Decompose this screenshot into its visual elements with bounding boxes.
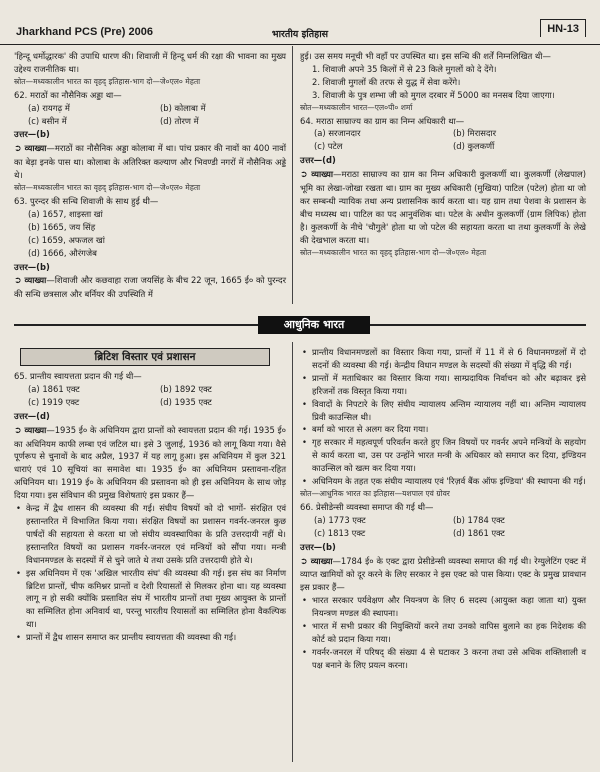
option: (a) 1861 एक्ट: [28, 383, 80, 394]
option: (c) 1659, अफजल खां: [28, 234, 105, 245]
options-64: [300, 127, 586, 153]
column-divider-bottom: [292, 342, 293, 762]
answer-66: उत्तर—(b): [300, 541, 336, 552]
explanation-62: [14, 142, 286, 182]
option: (b) 1892 एक्ट: [160, 383, 212, 394]
treaty-term: 1. शिवाजी अपने 35 किलों में से 23 किले मुगलों को दे देंगे।: [312, 63, 497, 74]
explanation-label: व्याख्या: [24, 143, 47, 154]
banner-rule-right: [370, 324, 586, 326]
explanation-63: [14, 274, 286, 301]
option: (c) पटेल: [314, 141, 343, 152]
bullet-item: • विवादों के निपटारे के लिए संघीय न्यायालय अन्तिम न्यायालय नहीं था। अन्तिम न्यायालय प्रिवी काउन्सिल थी।: [300, 398, 586, 424]
treaty-term: 3. शिवाजी के पुत्र शम्भा जी को मुगल दरबार में 5000 का मनसब दिया जाएगा।: [312, 89, 555, 100]
explanation-label: व्याख्या: [24, 275, 47, 286]
explanation-label: व्याख्या: [24, 424, 47, 435]
arrow-icon: ➲: [14, 425, 25, 436]
options-66: [300, 514, 586, 540]
explanation-text: —1784 ई० के एक्ट द्वारा प्रेसीडेन्सी व्यवस्था समाप्त की गई थी। रेग्युलेटिंग एक्ट में व्याप्त खामियों को दूर करने के लिए सरकार ने इस एक्ट को पास किया। एक्ट के प्रमुख प्रावधान इस प्रकार हैं—: [300, 555, 586, 593]
page-header: [0, 0, 600, 45]
paragraph: 'हिन्दू धर्मोद्धारक' की उपाधि धारण की। शिवाजी में हिन्दू धर्म की रक्षा की भावना का मुख्य उद्देश्य राजनीतिक था।: [14, 51, 286, 74]
page-number: HN-13: [540, 19, 586, 37]
explanation-text: —1935 ई० के अधिनियम द्वारा प्रान्तों को स्वायत्तता प्रदान की गई। 1935 ई० का अधिनियम काफी लम्बा एवं जटिल था। इसे 3 जुलाई, 1936 को लागू किया गया। वैसे पूर्णरूप से चुनावों के बाद अप्रैल, 1937 में यह लागू हुआ। इस अधिनियम में कुल 321 धाराएं एवं 10 सूचियां का समावेश था। 1935 ई० का अधिनियम प्रस्तावना-रहित अधिनियम था। 1919 ई० के अधिनियम की प्रस्तावना को ही इस अधिनियम के साथ जोड़ दिया गया। इस संविधान की प्रमुख विशेषताएं इस प्रकार हैं—: [14, 424, 287, 501]
option: (d) 1935 एक्ट: [160, 396, 212, 407]
source-note: स्रोत—मध्यकालीन भारत—एल०पी० शर्मा: [300, 102, 413, 112]
right-column-bottom: [300, 346, 586, 672]
bullet-item: • अधिनियम के तहत एक संघीय न्यायालय एवं 'रिज़र्व बैंक ऑफ इण्डिया' की स्थापना की गई।: [300, 475, 586, 488]
bullet-item: • प्रान्तों में मताधिकार का विस्तार किया गया। साम्प्रदायिक निर्वाचन को और बढ़ाकर इसे हरिजनों तक विस्तृत किया गया।: [300, 372, 586, 398]
explanation-text: —मराठा साम्राज्य का ग्राम का निम्न अधिकारी कुलकर्णी था। कुलकर्णी (लेखपाल) भूमि का लेखा-जोखा रखता था। ग्राम का मुख्य अधिकारी (मुखिया) पाटिल (पटेल) होता था जो कर सम्बन्धी न्यायिक तथा अन्य प्रशासनिक कार्य करता था। यह ग्राम तथा पेशवा के प्रशासन के बीच मध्यस्थ था। पाटिल का पद आनुवंशिक था। पटेल के अधीन कुलकर्णी (ग्राम लिपिक) होता है। कुलकर्णी के नीचे 'चौगुले' होता था जो पटेल की सहायता करता था तथा कुलकर्णी के लेखे की देखभाल करता था।: [300, 169, 586, 245]
option: (b) कोलाबा में: [160, 102, 206, 113]
subject-title: भारतीय इतिहास: [271, 29, 329, 40]
explanation-text: —मराठों का नौसैनिक अड्डा कोलाबा में था। पांच प्रकार की नावों का 400 नावों का बेड़ा इनके पास था। कोलाबा के अतिरिक्त कल्याण और भिवण्डी नगरों में नौसैनिक अड्डे थे।: [14, 143, 286, 181]
right-column-top: [300, 50, 586, 260]
book-title: Jharkhand PCS (Pre) 2006: [16, 26, 153, 38]
treaty-term: 2. शिवाजी मुगलों की तरफ से युद्ध में सेवा करेंगे।: [312, 76, 461, 87]
option: (b) 1665, जय सिंह: [28, 221, 96, 232]
bullet-item: • प्रान्तों में द्वैध शासन समाप्त कर प्रान्तीय स्वायत्तता की व्यवस्था की गई।: [14, 631, 286, 644]
explanation-65: [14, 424, 286, 502]
arrow-icon: ➲: [14, 144, 25, 155]
arrow-icon: ➲: [300, 170, 312, 181]
source-note: स्रोत—आधुनिक भारत का इतिहास—यशपाल एवं ग्रोवर: [300, 488, 450, 498]
option: (a) रायगढ़ में: [28, 102, 70, 113]
question-62: 62. मराठों का नौसैनिक अड्डा था—: [14, 89, 122, 100]
option: (d) तोरण में: [160, 115, 199, 126]
chapter-banner: आधुनिक भारत: [258, 316, 370, 334]
bullet-item: • केन्द्र में द्वैध शासन की व्यवस्था की गई। संघीय विषयों को दो भागों- संरक्षित एवं हस्तान्तरित में विभाजित किया गया। संरक्षित विषयों का प्रशासन गवर्नर-जनरल कुछ पार्षदों की सहायता से करता था जो संघीय व्यवस्थापिका के प्रति उत्तरदायी नहीं थे। हस्तान्तरित विषयों का प्रशासन गवर्नर-जनरल एवं मन्त्रियों को सौंपा गया। मन्त्री विधानमण्डल के सदस्यों में से चुने जाते थे तथा उसके प्रति उत्तरदायी होते थे।: [14, 502, 286, 567]
option: (a) 1773 एक्ट: [314, 514, 366, 525]
bullet-item: • भारत में सभी प्रकार की नियुक्तियों करने तथा उनको वापिस बुलाने का हक निदेशक की कोर्ट को प्रदान किया गया।: [300, 620, 586, 646]
arrow-icon: ➲: [14, 276, 25, 287]
option: (c) बसीन में: [28, 115, 67, 126]
source-note: स्रोत—मध्यकालीन भारत का वृहद् इतिहास-भाग दो—जे०एल० मेहता: [14, 76, 201, 86]
section-title: ब्रिटिश विस्तार एवं प्रशासन: [20, 348, 270, 366]
column-divider-top: [292, 46, 293, 304]
paragraph: हुई। उस समय मनूची भी वहाँ पर उपस्थित था। इस सन्धि की शर्तें निम्नलिखित थी—: [300, 51, 551, 61]
option: (d) 1666, औरंगजेब: [28, 247, 97, 258]
options-62: [14, 102, 286, 128]
question-63: 63. पुरन्दर की सन्धि शिवाजी के साथ हुई थी—: [14, 195, 159, 206]
option: (c) 1813 एक्ट: [314, 527, 366, 538]
option: (b) 1784 एक्ट: [453, 514, 505, 525]
answer-65: उत्तर—(d): [14, 410, 50, 421]
bullet-item: • इस अधिनियम में एक 'अखिल भारतीय संघ' की व्यवस्था की गई। इस संघ का निर्माण ब्रिटिश प्रान्तों, चीफ कमिश्नर प्रान्तों व देशी रियासतों से मिलकर होना था। यह व्यवस्था लागू न हो सकी क्योंकि प्रस्तावित संघ में भारतीय प्रान्तों तथा मुख्य आयुक्त के प्रान्तों का सम्मिलित होना अनिवार्य था, परन्तु भारतीय रियासतों का सम्मिलित होना वैकल्पिक था।: [14, 567, 286, 632]
option: (d) 1861 एक्ट: [453, 527, 505, 538]
bullet-item: • प्रान्तीय विधानमण्डलों का विस्तार किया गया, प्रान्तों में 11 में से 6 विधानमण्डलों में दो सदनों की व्यवस्था की गई। केन्द्रीय विधान मण्डल के सदस्यों की संख्या में वृद्धि की गई।: [300, 346, 586, 372]
explanation-label: व्याख्या: [311, 169, 334, 180]
option: (a) 1657, शाइस्ता खां: [28, 208, 103, 219]
explanation-64: [300, 168, 586, 246]
option: (a) सरजानदार: [314, 128, 361, 139]
bullet-item: • गृह सरकार में महत्वपूर्ण परिवर्तन करते हुए जिन विषयों पर गवर्नर अपने मन्त्रियों के सहयोग से कार्य करता था, उस पर उन्होंने भारत मन्त्री के अधिकार को समाप्त कर दिया, इण्डियन काउन्सिल को खत्म कर दिया गया।: [300, 436, 586, 475]
left-column-bottom: [14, 370, 286, 644]
left-column-top: [14, 50, 286, 301]
option: (b) मिरासदार: [453, 128, 496, 139]
source-note: स्रोत—मध्यकालीन भारत का वृहद् इतिहास-भाग दो—जे०एल० मेहता: [300, 247, 487, 257]
answer-64: उत्तर—(d): [300, 155, 336, 166]
option: (c) 1919 एक्ट: [28, 396, 80, 407]
options-63: [14, 208, 286, 260]
bullet-item: • गवर्नर-जनरल में परिषद् की संख्या 4 से घटाकर 3 करना तथा उसे अधिक शक्तिशाली व पक्ष बनाने के लिए प्रयत्न करना।: [300, 646, 586, 672]
question-66: 66. प्रेसीडेन्सी व्यवस्था समाप्त की गई थी—: [300, 501, 434, 512]
source-note: स्रोत—मध्यकालीन भारत का वृहद् इतिहास-भाग दो—जे०एल० मेहता: [14, 183, 201, 193]
explanation-text: —शिवाजी और कछवाहा राजा जयसिंह के बीच 22 जून, 1665 ई० को पुरन्दर की सन्धि छत्रसाल और बर्नियर की उपस्थिति में: [14, 275, 286, 300]
options-65: [14, 383, 286, 409]
banner-rule-left: [14, 324, 258, 326]
answer-63: उत्तर—(b): [14, 261, 50, 272]
bullet-item: • बर्मा को भारत से अलग कर दिया गया।: [300, 423, 586, 436]
explanation-label: व्याख्या: [310, 555, 333, 566]
question-64: 64. मराठा साम्राज्य का ग्राम का निम्न अधिकारी था—: [300, 115, 465, 126]
answer-62: उत्तर—(b): [14, 129, 50, 140]
bullet-item: • भारत सरकार पर्यवेक्षण और नियन्त्रण के लिए 6 सदस्य (आयुक्त कहा जाता था) युक्त नियन्त्रण मण्डल की स्थापना।: [300, 594, 586, 620]
option: (d) कुलकर्णी: [453, 141, 495, 152]
explanation-66: [300, 555, 586, 595]
question-65: 65. प्रान्तीय स्वायत्तता प्रदान की गई थी—: [14, 371, 142, 381]
arrow-icon: ➲: [300, 556, 311, 567]
